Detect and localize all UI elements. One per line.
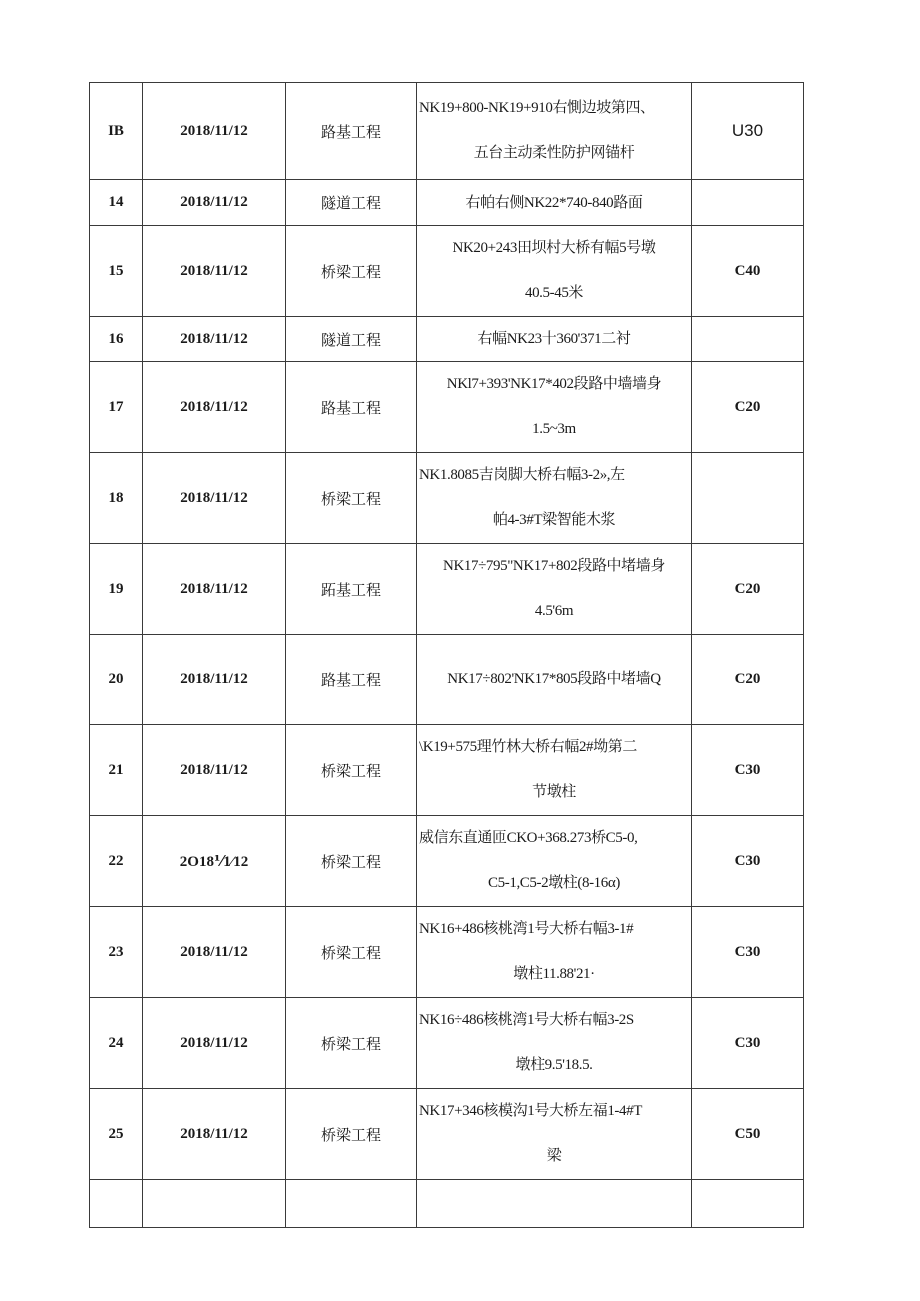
date-cell: 2018/11/12 [143, 725, 286, 816]
row-number: 19 [90, 544, 143, 635]
grade-cell: C20 [692, 544, 804, 635]
description-line-2: 五台主动柔性防护网锚杆 [473, 145, 635, 161]
description-line-1: 右帕右侧NK22*740-840路面 [465, 194, 643, 211]
description-cell [417, 1089, 692, 1180]
date-cell [143, 1180, 286, 1228]
work-type-cell: 桥梁工程 [286, 816, 417, 907]
description-line-1: NK1.8085吉岗脚大桥右幅3-2»,左 [419, 467, 625, 483]
date-cell: 2O18⅟1⁄12 [143, 816, 286, 907]
date-cell: 2018/11/12 [143, 317, 286, 362]
description-cell [417, 83, 692, 180]
description-line-2: 4.5'6m [534, 603, 574, 619]
row-number: 18 [90, 453, 143, 544]
grade-cell: C30 [692, 907, 804, 998]
description-line-1: 威信东直通匝CKO+368.273桥C5-0, [419, 830, 638, 846]
description-cell [417, 998, 692, 1089]
description-cell [417, 180, 692, 226]
row-number: 24 [90, 998, 143, 1089]
table-row [90, 725, 804, 816]
table-row [90, 226, 804, 317]
description-line-1: NK17+346核模沟1号大桥左福1-4#T [419, 1103, 642, 1119]
description-cell [417, 907, 692, 998]
row-number: IB [90, 83, 143, 180]
description-line-2: 节墩柱 [532, 784, 576, 800]
description-line-1: NK19+800-NK19+910右惻边坡第四、 [419, 100, 655, 116]
description-cell [417, 362, 692, 453]
table-row [90, 83, 804, 180]
table-row [90, 317, 804, 362]
grade-cell: U30 [692, 83, 804, 180]
table-row [90, 180, 804, 226]
description-line-1: NK17÷802'NK17*805段路中堵墙Q [447, 671, 661, 687]
date-cell: 2018/11/12 [143, 453, 286, 544]
description-cell [417, 317, 692, 362]
description-cell [417, 226, 692, 317]
work-type-cell: 跖基工程 [286, 544, 417, 635]
description-line-2: C5-1,C5-2墩柱(8-16α) [488, 875, 620, 891]
work-type-cell [286, 1180, 417, 1228]
description-line-2: 梁 [546, 1148, 562, 1164]
table-row [90, 907, 804, 998]
grade-cell: C50 [692, 1089, 804, 1180]
date-cell: 2018/11/12 [143, 1089, 286, 1180]
description-line-1: NK16÷486核桃湾1号大桥右幅3-2S [419, 1012, 634, 1028]
description-line-2: 墩柱11.88'21· [513, 966, 595, 982]
table-row [90, 453, 804, 544]
row-number: 22 [90, 816, 143, 907]
work-type-cell: 路基工程 [286, 362, 417, 453]
date-cell: 2018/11/12 [143, 83, 286, 180]
row-number: 14 [90, 180, 143, 226]
grade-cell: C20 [692, 362, 804, 453]
description-line-2: 40.5-45米 [524, 285, 584, 301]
work-type-cell: 桥梁工程 [286, 907, 417, 998]
grade-cell: C30 [692, 816, 804, 907]
work-type-cell: 桥梁工程 [286, 725, 417, 816]
grade-cell: C30 [692, 998, 804, 1089]
date-cell: 2018/11/12 [143, 226, 286, 317]
description-line-2: 帕4-3#T梁智能木浆 [492, 512, 616, 528]
description-cell [417, 1180, 692, 1228]
row-number: 20 [90, 635, 143, 725]
grade-cell: C40 [692, 226, 804, 317]
date-cell: 2018/11/12 [143, 907, 286, 998]
row-number: 21 [90, 725, 143, 816]
grade-cell [692, 180, 804, 226]
work-type-cell: 桥梁工程 [286, 226, 417, 317]
date-cell: 2018/11/12 [143, 362, 286, 453]
grade-cell [692, 1180, 804, 1228]
description-line-2: 1.5~3m [532, 421, 576, 437]
work-type-cell: 桥梁工程 [286, 453, 417, 544]
description-line-1: NKl7+393'NK17*402段路中墙墙身 [446, 376, 662, 392]
work-type-cell: 路基工程 [286, 635, 417, 725]
table-row [90, 816, 804, 907]
row-number: 17 [90, 362, 143, 453]
date-cell: 2018/11/12 [143, 544, 286, 635]
table-row [90, 998, 804, 1089]
description-line-1: NK20+243田坝村大桥有幅5号墩 [452, 240, 656, 256]
row-number [90, 1180, 143, 1228]
work-type-cell: 路基工程 [286, 83, 417, 180]
row-number: 25 [90, 1089, 143, 1180]
pour-record-table [89, 82, 804, 1228]
grade-cell: C30 [692, 725, 804, 816]
table-row [90, 635, 804, 725]
date-cell: 2018/11/12 [143, 635, 286, 725]
row-number: 23 [90, 907, 143, 998]
description-line-1: NK16+486核桃湾1号大桥右幅3-1# [419, 921, 634, 937]
row-number: 16 [90, 317, 143, 362]
table-row-empty [90, 1180, 804, 1228]
table-row [90, 1089, 804, 1180]
work-type-cell: 桥梁工程 [286, 1089, 417, 1180]
row-number: 15 [90, 226, 143, 317]
description-cell [417, 635, 692, 725]
grade-cell [692, 317, 804, 362]
description-line-1: NK17÷795"NK17+802段路中堵墙身 [443, 558, 665, 574]
grade-cell: C20 [692, 635, 804, 725]
work-type-cell: 隧道工程 [286, 317, 417, 362]
description-cell [417, 816, 692, 907]
description-cell [417, 453, 692, 544]
table-row [90, 544, 804, 635]
description-cell [417, 725, 692, 816]
date-cell: 2018/11/12 [143, 180, 286, 226]
date-cell: 2018/11/12 [143, 998, 286, 1089]
description-line-2: 墩柱9.5'18.5. [515, 1057, 593, 1073]
work-type-cell: 隧道工程 [286, 180, 417, 226]
description-line-1: 右幅NK23十360'371二衬 [477, 331, 631, 347]
work-type-cell: 桥梁工程 [286, 998, 417, 1089]
description-line-1: \K19+575理竹林大桥右幅2#坳第二 [419, 739, 637, 755]
table-row [90, 362, 804, 453]
description-cell [417, 544, 692, 635]
grade-cell [692, 453, 804, 544]
